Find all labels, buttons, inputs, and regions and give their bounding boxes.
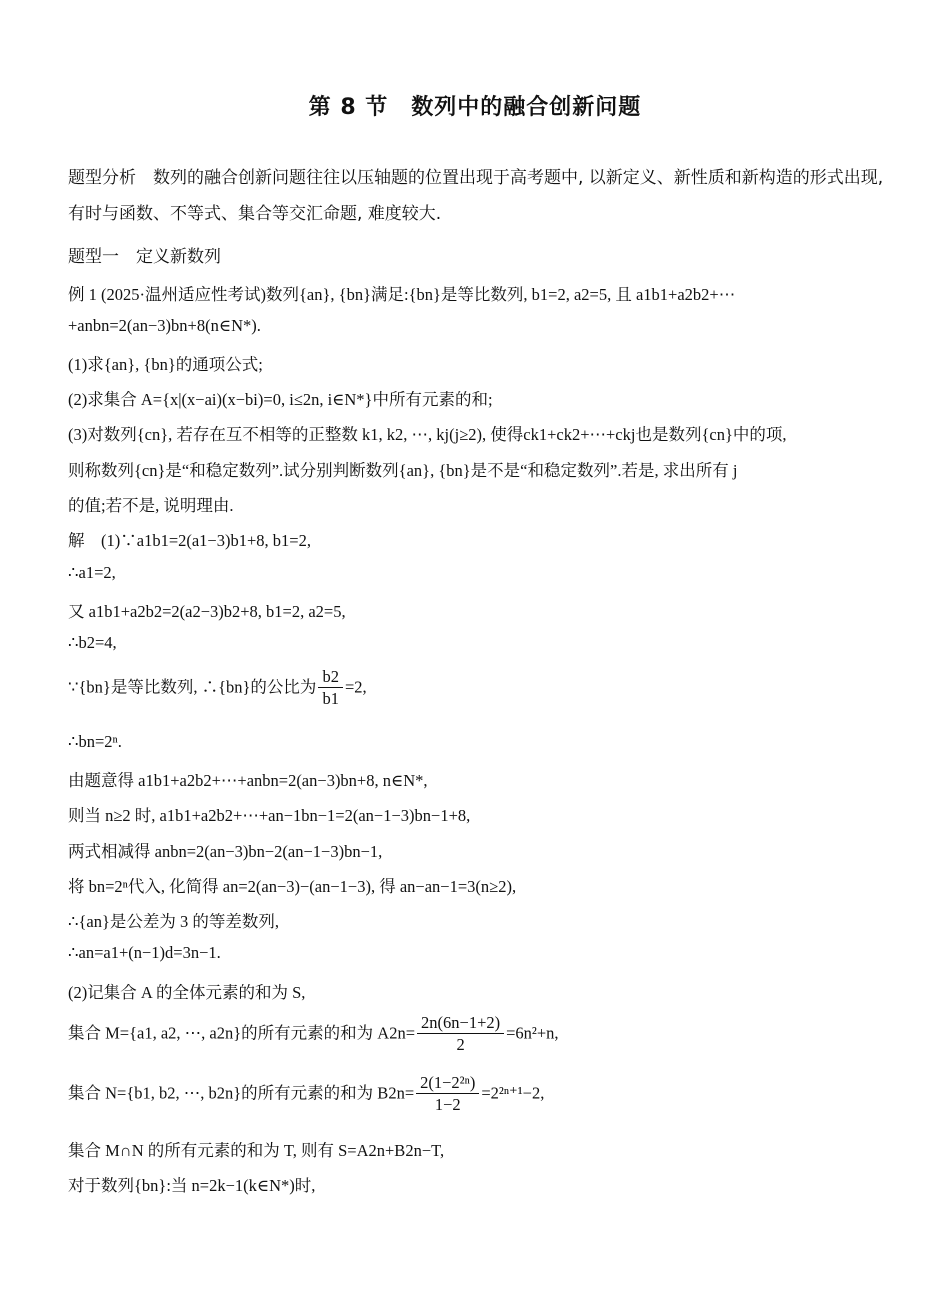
solution-text: ∵{bn}是等比数列, ∴{bn}的公比为 (68, 677, 317, 697)
fraction-denominator: b1 (322, 689, 339, 708)
sum-a-fraction (417, 1013, 504, 1056)
solution-text: =2²ⁿ⁺¹−2, (481, 1083, 545, 1103)
solution-line: 集合 M∩N 的所有元素的和为 T, 则有 S=A2n+B2n−T, (68, 1141, 445, 1160)
question-2: (2)求集合 A={x|(x−ai)(x−bi)=0, i≤2n, i∈N*}中所有元素的和; (68, 390, 493, 409)
solution-line: ∴bn=2ⁿ. (68, 732, 122, 751)
solution-line: 则当 n≥2 时, a1b1+a2b2+⋯+an−1bn−1=2(an−1−3)bn−1+8, (68, 806, 471, 825)
solution-line: 对于数列{bn}:当 n=2k−1(k∈N*)时, (68, 1176, 316, 1195)
solution-line: 由题意得 a1b1+a2b2+⋯+anbn=2(an−3)bn+8, n∈N*, (68, 771, 428, 790)
solution-text: =2, (344, 677, 367, 697)
solution-line: 两式相减得 anbn=2(an−3)bn−2(an−1−3)bn−1, (68, 842, 383, 861)
page-title: 第 8 节 数列中的融合创新问题 (308, 95, 642, 120)
question-3-line-1: (3)对数列{cn}, 若存在互不相等的正整数 k1, k2, ⋯, kj(j≥2), 使得ck1+ck2+⋯+ckj也是数列{cn}中的项, (68, 425, 787, 444)
solution-sum-b-line (68, 1073, 898, 1116)
sum-b-fraction (416, 1073, 479, 1116)
solution-line: 解 (1)∵a1b1=2(a1−3)b1+8, b1=2, (68, 531, 311, 550)
fraction-numerator: 2(1−2²ⁿ) (416, 1073, 479, 1094)
question-3-line-2: 则称数列{cn}是“和稳定数列”.试分别判断数列{an}, {bn}是不是“和稳定数列”.若是, 求出所有 j (68, 461, 738, 480)
fraction-numerator: 2n(6n−1+2) (417, 1013, 504, 1034)
solution-text: 集合 M={a1, a2, ⋯, a2n}的所有元素的和为 A2n= (68, 1023, 416, 1043)
question-3-line-3: 的值;若不是, 说明理由. (68, 496, 234, 515)
ratio-fraction (318, 667, 343, 710)
fraction-denominator: 1−2 (434, 1095, 461, 1114)
analysis-paragraph: 题型分析 数列的融合创新问题往往以压轴题的位置出现于高考题中, 以新定义、新性质和新构造的形式出现, 有时与函数、不等式、集合等交汇命题, 难度较大. (68, 168, 884, 224)
fraction-numerator: b2 (318, 667, 343, 688)
solution-line: 将 bn=2ⁿ代入, 化简得 an=2(an−3)−(an−1−3), 得 an−an−1=3(n≥2), (68, 877, 517, 896)
solution-line: ∴b2=4, (68, 633, 117, 652)
example-line-1: 例 1 (2025·温州适应性考试)数列{an}, {bn}满足:{bn}是等比数列, b1=2, a2=5, 且 a1b1+a2b2+⋯ (68, 285, 736, 304)
solution-text: 集合 N={b1, b2, ⋯, b2n}的所有元素的和为 B2n= (68, 1083, 415, 1103)
solution-line: ∴an=a1+(n−1)d=3n−1. (68, 943, 221, 962)
section-heading: 题型一 定义新数列 (68, 247, 221, 267)
solution-line: ∴a1=2, (68, 563, 116, 582)
fraction-denominator: 2 (456, 1035, 465, 1054)
solution-text: =6n²+n, (506, 1023, 559, 1043)
example-line-2: +anbn=2(an−3)bn+8(n∈N*). (68, 316, 261, 335)
solution-line: 又 a1b1+a2b2=2(a2−3)b2+8, b1=2, a2=5, (68, 602, 346, 621)
question-1: (1)求{an}, {bn}的通项公式; (68, 355, 263, 374)
solution-sum-a-line (68, 1013, 898, 1056)
solution-line: (2)记集合 A 的全体元素的和为 S, (68, 983, 306, 1002)
solution-line: ∴{an}是公差为 3 的等差数列, (68, 912, 280, 931)
solution-ratio-line (68, 667, 898, 710)
